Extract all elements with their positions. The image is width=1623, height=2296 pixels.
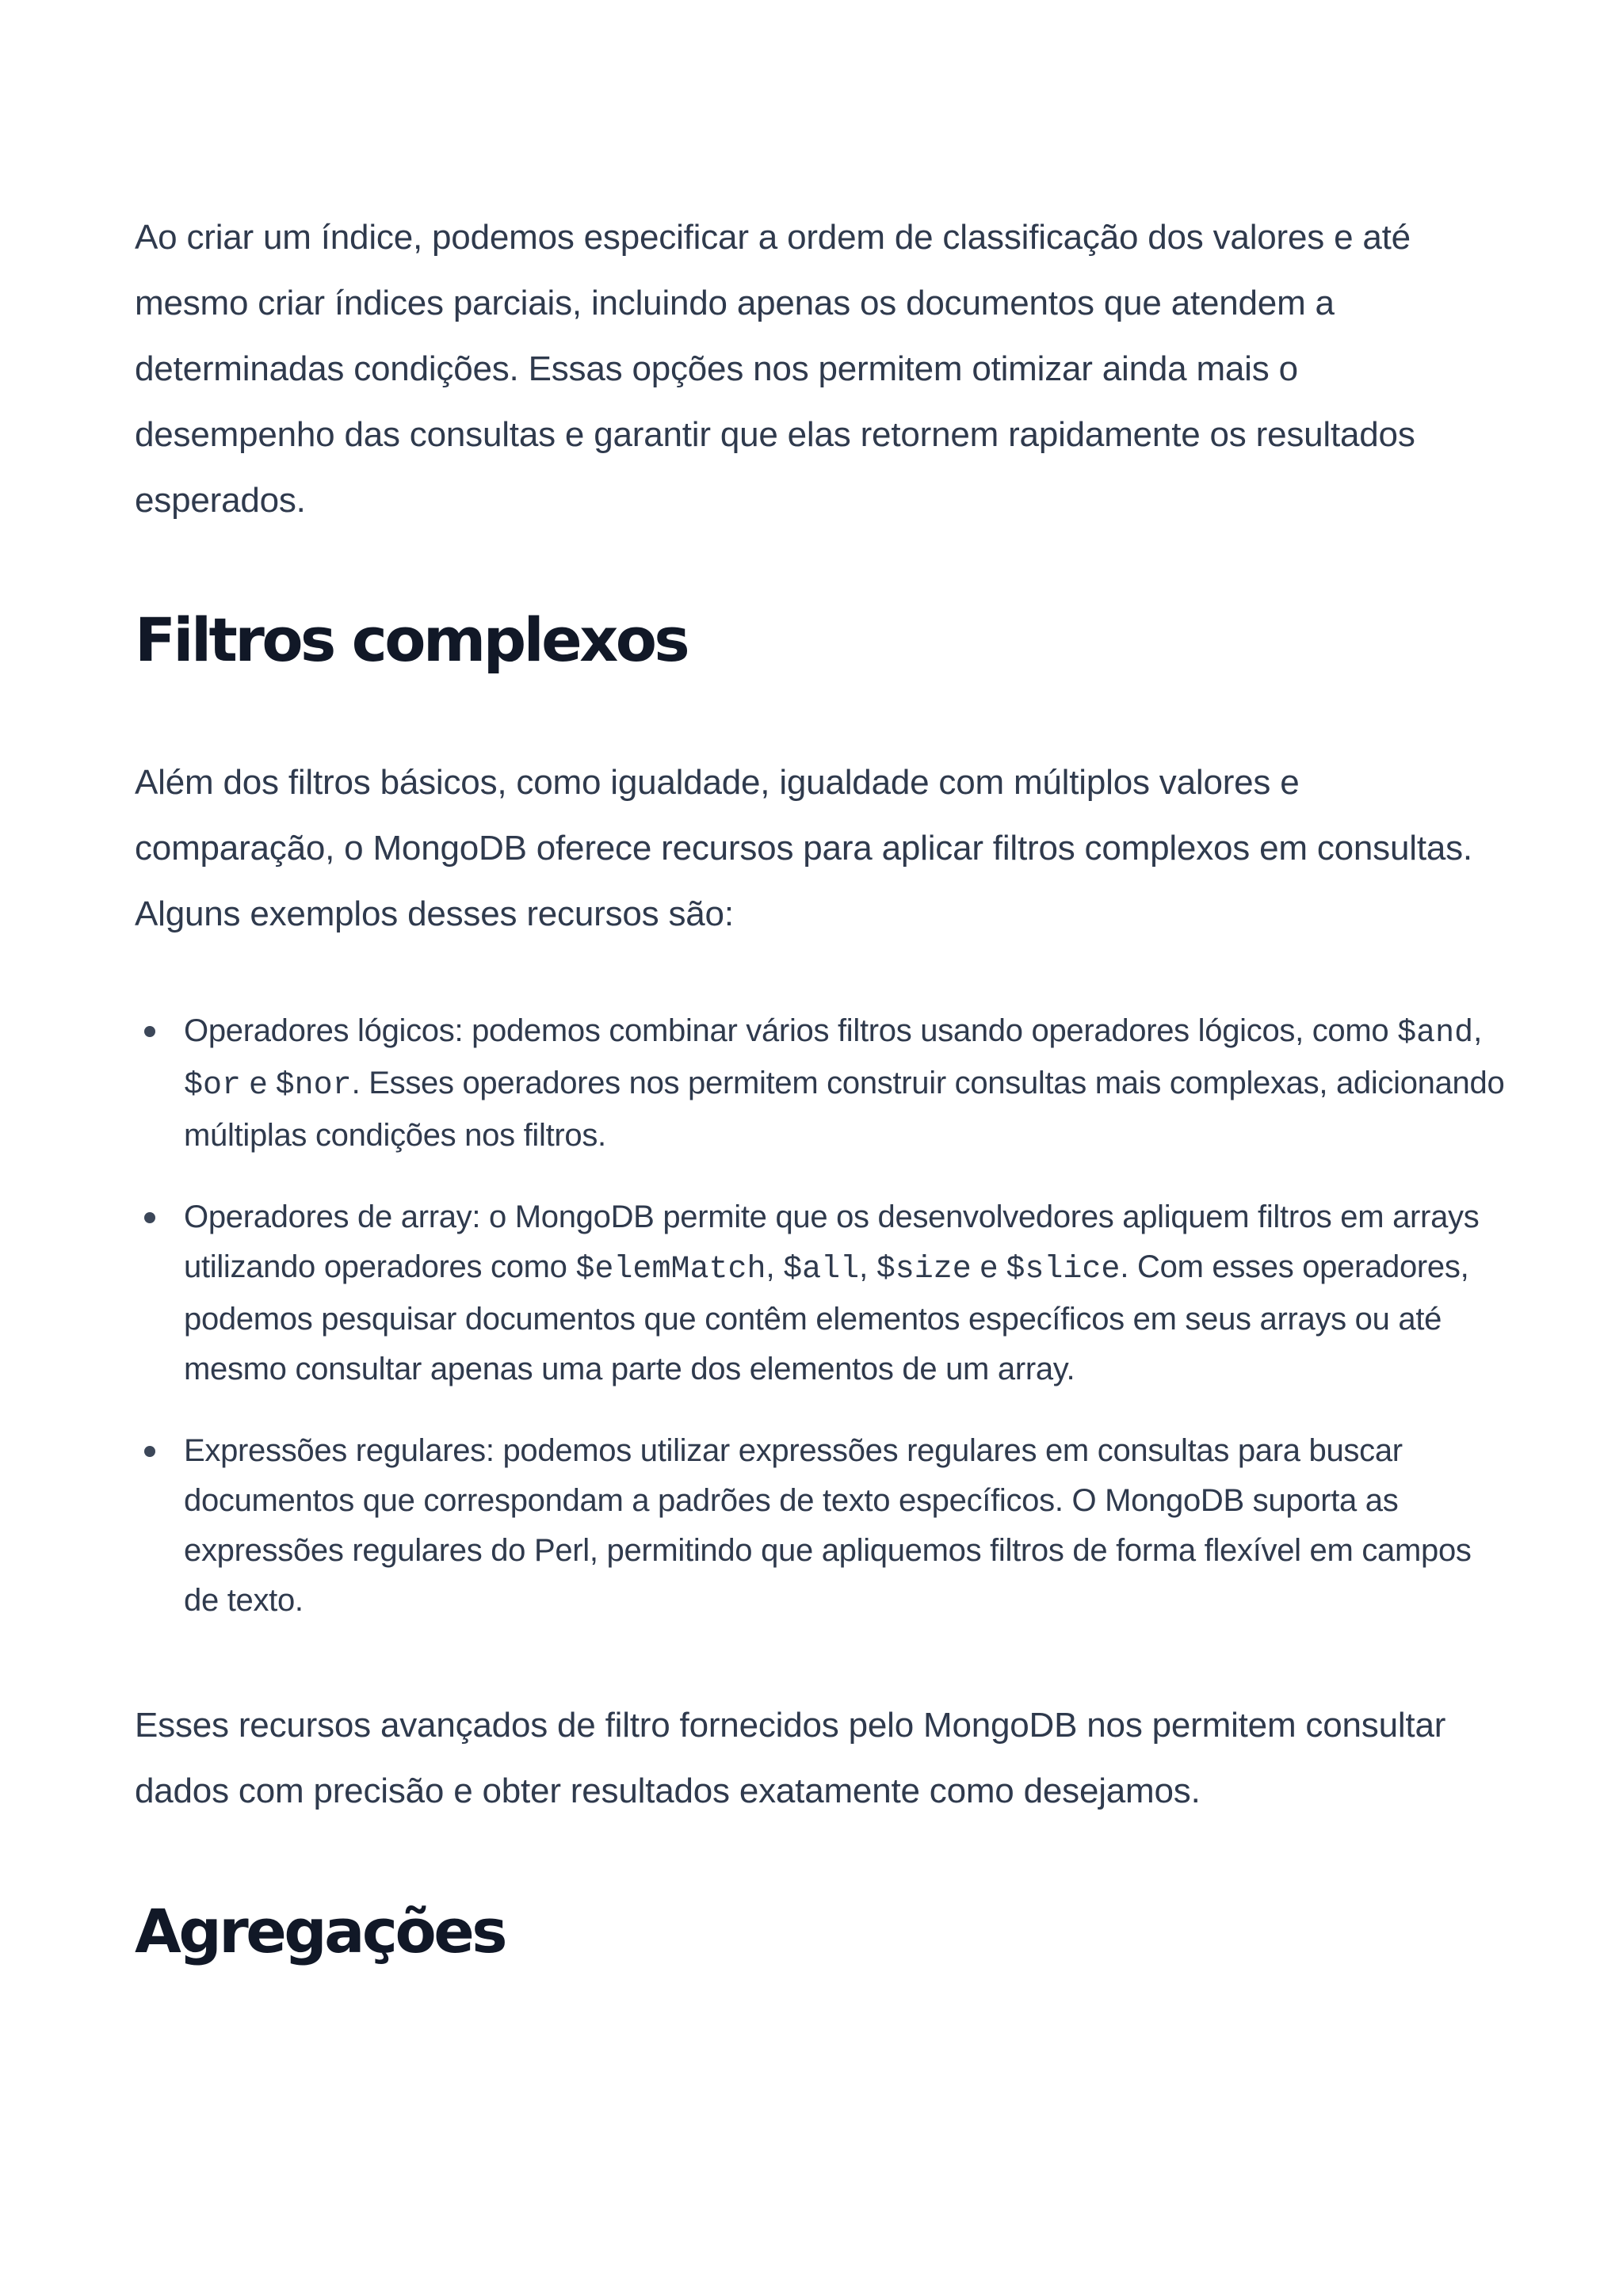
section-heading-agregacoes: Agregações	[135, 1896, 505, 1966]
bullet-text: . Esses operadores nos permitem construir consultas mais complexas, adicionando múltiplas condições nos filtros.	[184, 1066, 1505, 1153]
code-slice: $slice	[1006, 1252, 1121, 1287]
intro-paragraph: Ao criar um índice, podemos especificar a ordem de classificação dos valores e até mesmo criar índices parciais, incluindo apenas os documentos que atendem a determinadas condições. Essas opções nos permitem otimizar ainda mais o desempenho das consultas e garantir que elas retornem rapidamente os resultados esperados.	[135, 218, 1415, 520]
bullet-text: Operadores lógicos: podemos combinar vários filtros usando operadores lógicos, como	[184, 1013, 1398, 1048]
bullet-text: e	[971, 1249, 1006, 1284]
code-size: $size	[876, 1252, 972, 1287]
filtros-intro-paragraph: Além dos filtros básicos, como igualdade, igualdade com múltiplos valores e comparação, o MongoDB oferece recursos para aplicar filtros complexos em consultas. Alguns exemplos desses recursos são:	[135, 763, 1472, 933]
bullet-text: ,	[766, 1249, 784, 1284]
code-and: $and	[1397, 1016, 1474, 1051]
bullet-dot-icon	[144, 1026, 155, 1037]
code-or: $or	[184, 1068, 242, 1104]
code-nor: $nor	[275, 1068, 352, 1104]
bullet-text: e	[241, 1066, 276, 1100]
list-item-operadores-de-array	[135, 1192, 1506, 1394]
section-heading-filtros-complexos: Filtros complexos	[135, 605, 688, 675]
bullet-text: ,	[1473, 1013, 1482, 1048]
bullet-dot-icon	[144, 1212, 155, 1223]
filtros-bullet-list	[135, 1006, 1506, 1657]
code-elemmatch: $elemMatch	[575, 1252, 766, 1287]
list-item-expressoes-regulares	[135, 1426, 1506, 1626]
filtros-conclusion-paragraph: Esses recursos avançados de filtro fornecidos pelo MongoDB nos permitem consultar dados com precisão e obter resultados exatamente como desejamos.	[135, 1706, 1446, 1810]
bullet-dot-icon	[144, 1446, 155, 1457]
list-item-operadores-logicos	[135, 1006, 1506, 1161]
code-all: $all	[783, 1252, 860, 1287]
bullet-text: . Com esses operadores, podemos pesquisar documentos que contêm elementos específicos em seus arrays ou até mesmo consultar apenas uma parte dos elementos de um array.	[184, 1249, 1469, 1386]
bullet-text: Expressões regulares: podemos utilizar expressões regulares em consultas para buscar documentos que correspondam a padrões de texto específicos. O MongoDB suporta as expressões regulares do Perl, permitindo que apliquemos filtros de forma flexível em campos de texto.	[184, 1433, 1472, 1618]
bullet-text: ,	[859, 1249, 876, 1284]
bullet-text: Operadores de array: o MongoDB permite que os desenvolvedores apliquem filtros em arrays utilizando operadores como	[184, 1199, 1480, 1284]
